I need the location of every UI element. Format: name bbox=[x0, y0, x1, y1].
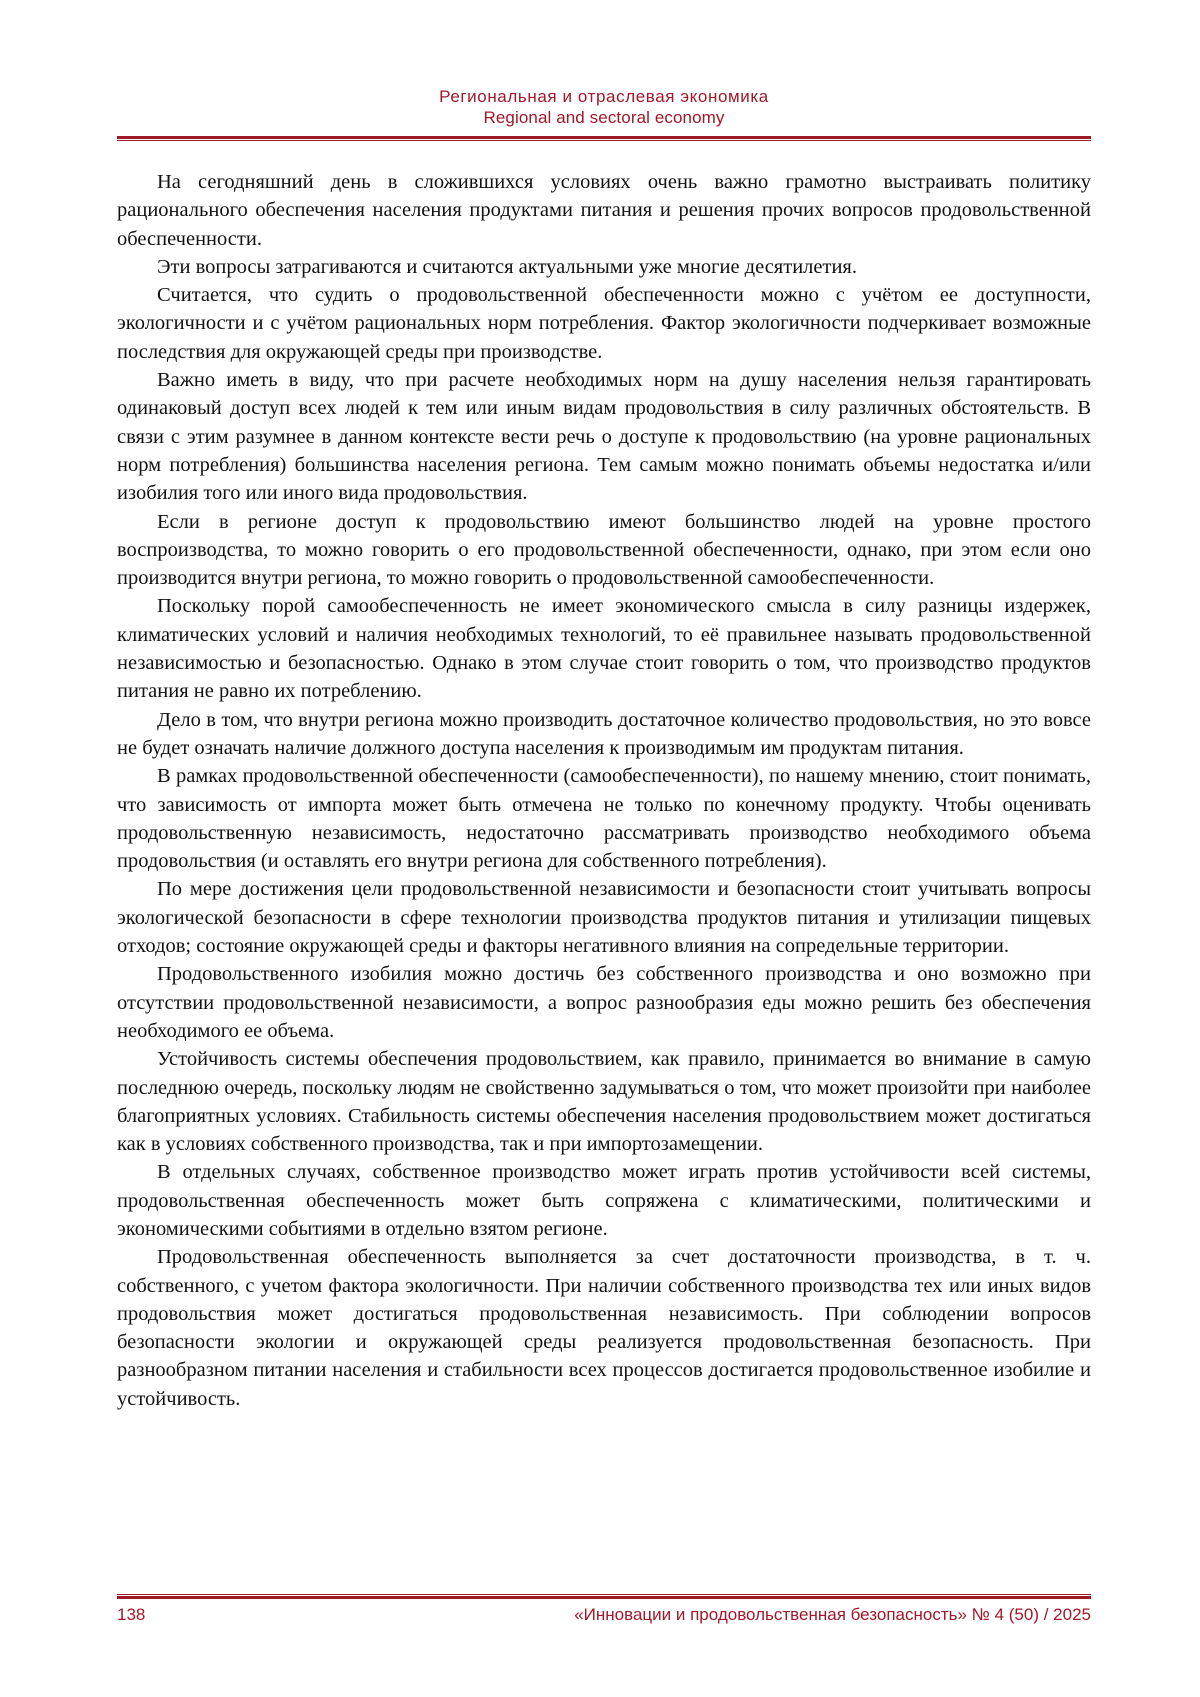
paragraph: Важно иметь в виду, что при расчете необходимых норм на душу населения нельзя гарантировать одинаковый доступ всех людей к тем или иным видам продовольствия в силу различных обстоятельств. В связи с этим разумнее в данном контексте вести речь о доступе к продовольствию (на уровне рациональных норм потребления) большинства населения региона. Тем самым можно понимать объемы недостатка и/или изобилия того или иного вида продовольствия. bbox=[117, 369, 1091, 505]
article-body bbox=[117, 168, 1091, 1413]
footer-divider bbox=[117, 1594, 1091, 1599]
paragraph: В отдельных случаях, собственное производство может играть против устойчивости всей системы, продовольственная обеспеченность может быть сопряжена с климатическими, политическими и экономическими событиями в отдельно взятом регионе. bbox=[117, 1161, 1091, 1240]
journal-citation: «Инновации и продовольственная безопасность» № 4 (50) / 2025 bbox=[574, 1605, 1091, 1624]
paragraph: Считается, что судить о продовольственной обеспеченности можно с учётом ее доступности, экологичности и с учётом рациональных норм потребления. Фактор экологичности подчеркивает возможные последствия для окружающей среды при производстве. bbox=[117, 284, 1091, 363]
header-title-en: Regional and sectoral economy bbox=[483, 108, 725, 127]
paragraph: Поскольку порой самообеспеченность не имеет экономического смысла в силу разницы издержек, климатических условий и наличия необходимых технологий, то её правильнее называть продовольственной независимостью и безопасностью. Однако в этом случае стоит говорить о том, что производство продуктов питания не равно их потреблению. bbox=[117, 595, 1091, 703]
paragraph: В рамках продовольственной обеспеченности (самообеспеченности), по нашему мнению, стоит понимать, что зависимость от импорта может быть отмечена не только по конечному продукту. Чтобы оценивать продовольственную независимость, недостаточно рассматривать производство необходимого объема продовольствия (и оставлять его внутри региона для собственного потребления). bbox=[117, 765, 1091, 873]
paragraph: Дело в том, что внутри региона можно производить достаточное количество продовольствия, но это вовсе не будет означать наличие должного доступа населения к производимым им продуктам питания. bbox=[117, 708, 1091, 759]
paragraph: На сегодняшний день в сложившихся условиях очень важно грамотно выстраивать политику рационального обеспечения населения продуктами питания и решения прочих вопросов продовольственной обеспеченности. bbox=[117, 171, 1091, 250]
paragraph: По мере достижения цели продовольственной независимости и безопасности стоит учитывать вопросы экологической безопасности в сфере технологии производства продуктов питания и утилизации пищевых отходов; состояние окружающей среды и факторы негативного влияния на сопредельные территории. bbox=[117, 878, 1091, 958]
running-header bbox=[117, 86, 1091, 128]
paragraph: Продовольственная обеспеченность выполняется за счет достаточности производства, в т. ч. собственного, с учетом фактора экологичности. При наличии собственного производства тех или иных видов продовольствия может достигаться продовольственная независимость. При соблюдении вопросов безопасности экологии и окружающей среды реализуется продовольственная безопасность. При разнообразном питании населения и стабильности всех процессов достигается продовольственное изобилие и устойчивость. bbox=[117, 1246, 1091, 1410]
header-divider bbox=[117, 136, 1091, 141]
paragraph: Эти вопросы затрагиваются и считаются актуальными уже многие десятилетия. bbox=[157, 255, 857, 278]
paragraph: Если в регионе доступ к продовольствию имеют большинство людей на уровне простого воспроизводства, то можно говорить о его продовольственной обеспеченности, однако, при этом если оно производится внутри региона, то можно говорить о продовольственной самообеспеченности. bbox=[117, 510, 1091, 590]
page-number: 138 bbox=[117, 1605, 146, 1624]
header-title-ru: Региональная и отраслевая экономика bbox=[439, 87, 769, 106]
paragraph: Устойчивость системы обеспечения продовольствием, как правило, принимается во внимание в самую последнюю очередь, поскольку людям не свойственно задумываться о том, что может произойти при наиболее благоприятных условиях. Стабильность системы обеспечения населения продовольствием может достигаться как в условиях собственного производства, так и при импортозамещении. bbox=[117, 1048, 1091, 1156]
paragraph: Продовольственного изобилия можно достичь без собственного производства и оно возможно при отсутствии продовольственной независимости, а вопрос разнообразия еды можно решить без обеспечения необходимого ее объема. bbox=[117, 963, 1091, 1042]
